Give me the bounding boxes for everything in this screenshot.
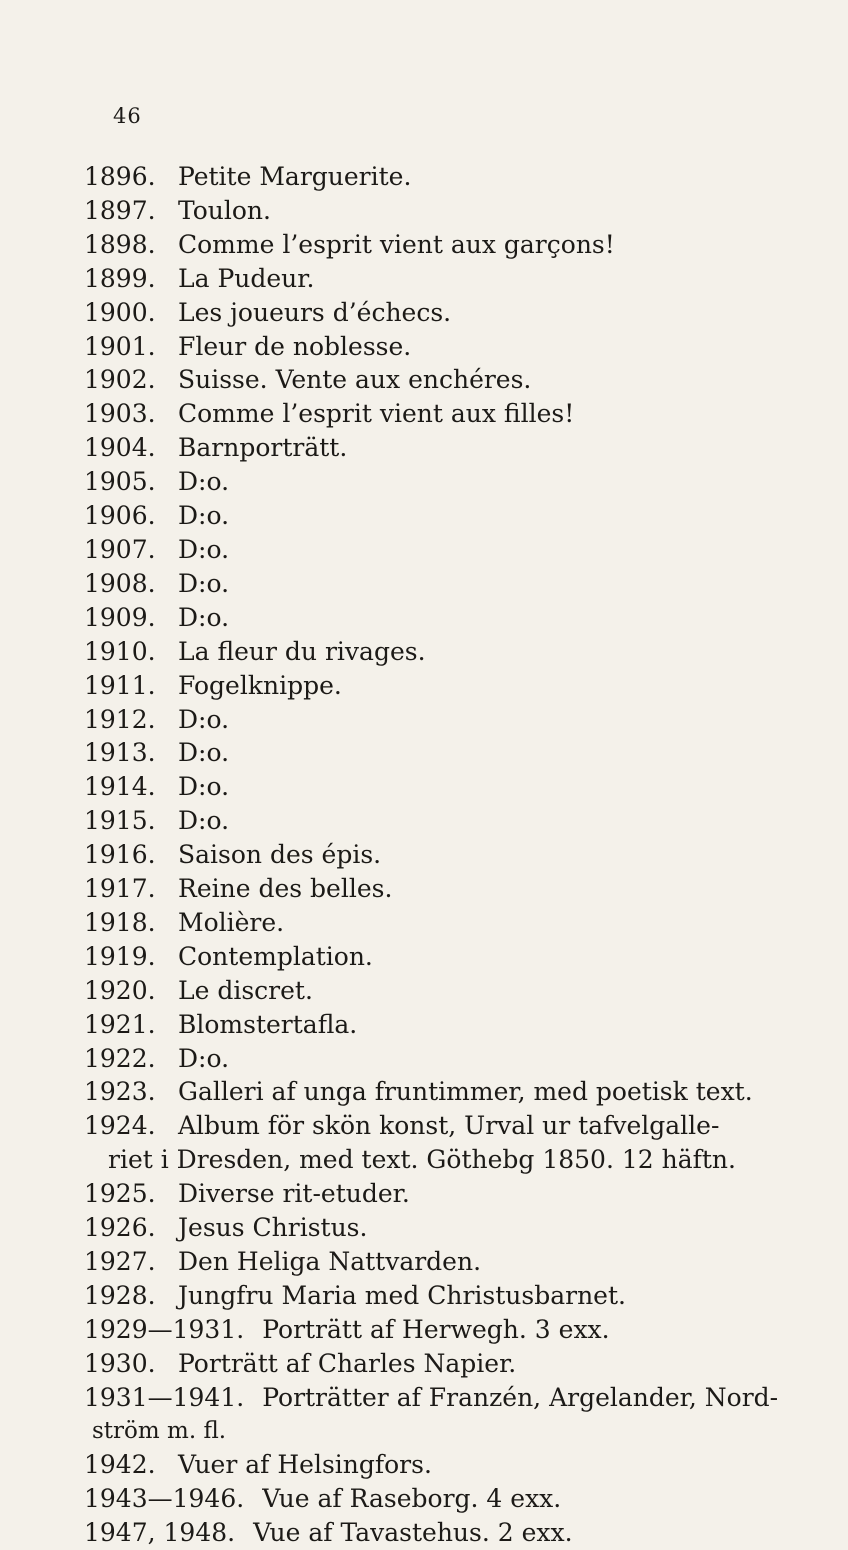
entry-title: Suisse. Vente aux enchéres. [178, 365, 532, 395]
entry-number: 1942. [84, 1450, 156, 1480]
entry-number: 1912. [84, 704, 156, 734]
entry-number: 1908. [84, 568, 156, 598]
entry-title: Toulon. [178, 195, 271, 225]
catalog-entry [84, 431, 804, 465]
entry-title: D:o. [178, 806, 230, 836]
catalog-entry [84, 465, 804, 499]
entry-title: Fleur de noblesse. [178, 331, 412, 361]
catalog-entries [84, 160, 804, 1550]
catalog-entry [84, 669, 804, 703]
catalog-entry [84, 770, 804, 804]
entry-number: 1918. [84, 907, 156, 937]
entry-number: 1899. [84, 263, 156, 293]
entry-title: Saison des épis. [178, 840, 382, 870]
entry-number: 1904. [84, 433, 156, 463]
entry-number: 1947, 1948. [84, 1518, 236, 1548]
entry-title: Diverse rit-etuder. [178, 1179, 410, 1209]
entry-title: Porträtt af Herwegh. 3 exx. [262, 1314, 610, 1344]
entry-number: 1927. [84, 1247, 156, 1276]
catalog-entry [84, 601, 804, 635]
entry-title: D:o. [178, 1043, 230, 1073]
catalog-entry [84, 872, 804, 906]
entry-number: 1897. [84, 195, 156, 225]
entry-title: D:o. [178, 602, 230, 632]
catalog-entry [84, 397, 804, 431]
catalog-entry [84, 906, 804, 940]
entry-number: 1929—1931. [84, 1314, 245, 1344]
entry-number: 1931—1941. [84, 1382, 245, 1412]
catalog-entry [84, 1516, 804, 1550]
entry-number: 1913. [84, 738, 156, 768]
entry-number: 1926. [84, 1213, 156, 1243]
catalog-entry [84, 1482, 804, 1516]
entry-number: 1924. [84, 1111, 156, 1141]
entry-number: 1917. [84, 874, 156, 904]
entry-title: D:o. [178, 568, 230, 598]
entry-title: Le discret. [178, 975, 313, 1005]
catalog-entry [84, 736, 804, 770]
entry-title: Les joueurs d’échecs. [178, 297, 452, 327]
entry-title: Comme l’esprit vient aux garçons! [178, 229, 615, 259]
entry-number: 1928. [84, 1280, 156, 1310]
entry-number: 1911. [84, 670, 156, 700]
entry-title: Vue af Raseborg. 4 exx. [262, 1484, 562, 1514]
entry-continuation: ström m. fl. [92, 1417, 227, 1444]
entry-number: 1915. [84, 806, 156, 836]
entry-title: D:o. [178, 738, 230, 768]
entry-number: 1923. [84, 1077, 156, 1107]
catalog-entry [84, 1211, 804, 1245]
entry-title: Molière. [178, 907, 285, 937]
catalog-entry [84, 940, 804, 974]
entry-number: 1909. [84, 602, 156, 632]
catalog-entry [84, 499, 804, 533]
page-number: 46 [113, 104, 142, 128]
catalog-entry [84, 567, 804, 601]
entry-title: Galleri af unga fruntimmer, med poetisk text. [178, 1077, 753, 1107]
catalog-entry [84, 1008, 804, 1042]
entry-number: 1925. [84, 1179, 156, 1209]
entry-number: 1921. [84, 1009, 156, 1039]
catalog-entry [84, 703, 804, 737]
entry-number: 1919. [84, 941, 156, 971]
catalog-entry [84, 533, 804, 567]
catalog-entry [84, 228, 804, 262]
entry-title: Vuer af Helsingfors. [178, 1450, 432, 1480]
catalog-entry [84, 160, 804, 194]
entry-title: La Pudeur. [178, 263, 315, 293]
catalog-entry [84, 1245, 804, 1279]
entry-number: 1905. [84, 467, 156, 497]
catalog-entry [84, 1347, 804, 1381]
entry-title: Reine des belles. [178, 874, 393, 904]
entry-title: D:o. [178, 704, 230, 734]
entry-title: La fleur du rivages. [178, 636, 426, 666]
entry-title: Petite Marguerite. [178, 162, 412, 191]
catalog-entry [84, 1042, 804, 1076]
catalog-entry [84, 804, 804, 838]
entry-number: 1930. [84, 1348, 156, 1378]
catalog-entry [84, 974, 804, 1008]
catalog-entry [84, 363, 804, 397]
catalog-entry [84, 1279, 804, 1313]
entry-number: 1920. [84, 975, 156, 1005]
entry-number: 1914. [84, 772, 156, 802]
entry-title: Vue af Tavastehus. 2 exx. [253, 1518, 573, 1548]
entry-title: Jesus Christus. [178, 1213, 368, 1243]
entry-title: Porträtt af Charles Napier. [178, 1348, 517, 1378]
entry-number: 1898. [84, 229, 156, 259]
catalog-entry [84, 262, 804, 296]
entry-number: 1906. [84, 501, 156, 531]
entry-title: Den Heliga Nattvarden. [178, 1247, 482, 1276]
entry-title: D:o. [178, 772, 230, 802]
entry-title: D:o. [178, 501, 230, 531]
entry-title: Comme l’esprit vient aux filles! [178, 399, 575, 429]
entry-number: 1916. [84, 840, 156, 870]
entry-title: Blomstertafla. [178, 1009, 358, 1039]
entry-title: D:o. [178, 534, 230, 564]
entry-title: Contemplation. [178, 941, 373, 971]
entry-title: Fogelknippe. [178, 670, 342, 700]
catalog-entry [84, 838, 804, 872]
entry-number: 1903. [84, 399, 156, 429]
catalog-entry [84, 330, 804, 364]
entry-number: 1901. [84, 331, 156, 361]
entry-number: 1896. [84, 162, 156, 191]
entry-number: 1900. [84, 297, 156, 327]
entry-continuation: riet i Dresden, med text. Göthebg 1850. 12 häftn. [108, 1145, 736, 1175]
entry-title: Jungfru Maria med Christusbarnet. [178, 1280, 626, 1310]
entry-number: 1910. [84, 636, 156, 666]
catalog-entry [84, 1381, 804, 1415]
catalog-entry [84, 635, 804, 669]
catalog-entry [84, 296, 804, 330]
entry-title: Album för skön konst, Urval ur tafvelgalle- [178, 1111, 720, 1141]
catalog-entry [84, 1109, 804, 1143]
entry-title: Barnporträtt. [178, 433, 348, 463]
catalog-entry [84, 1177, 804, 1211]
entry-number: 1922. [84, 1043, 156, 1073]
entry-title: Porträtter af Franzén, Argelander, Nord- [262, 1382, 779, 1412]
entry-number: 1943—1946. [84, 1484, 245, 1514]
entry-number: 1902. [84, 365, 156, 395]
catalog-entry [84, 1313, 804, 1347]
catalog-entry [84, 1075, 804, 1109]
catalog-entry [84, 194, 804, 228]
entry-title: D:o. [178, 467, 230, 497]
entry-number: 1907. [84, 534, 156, 564]
